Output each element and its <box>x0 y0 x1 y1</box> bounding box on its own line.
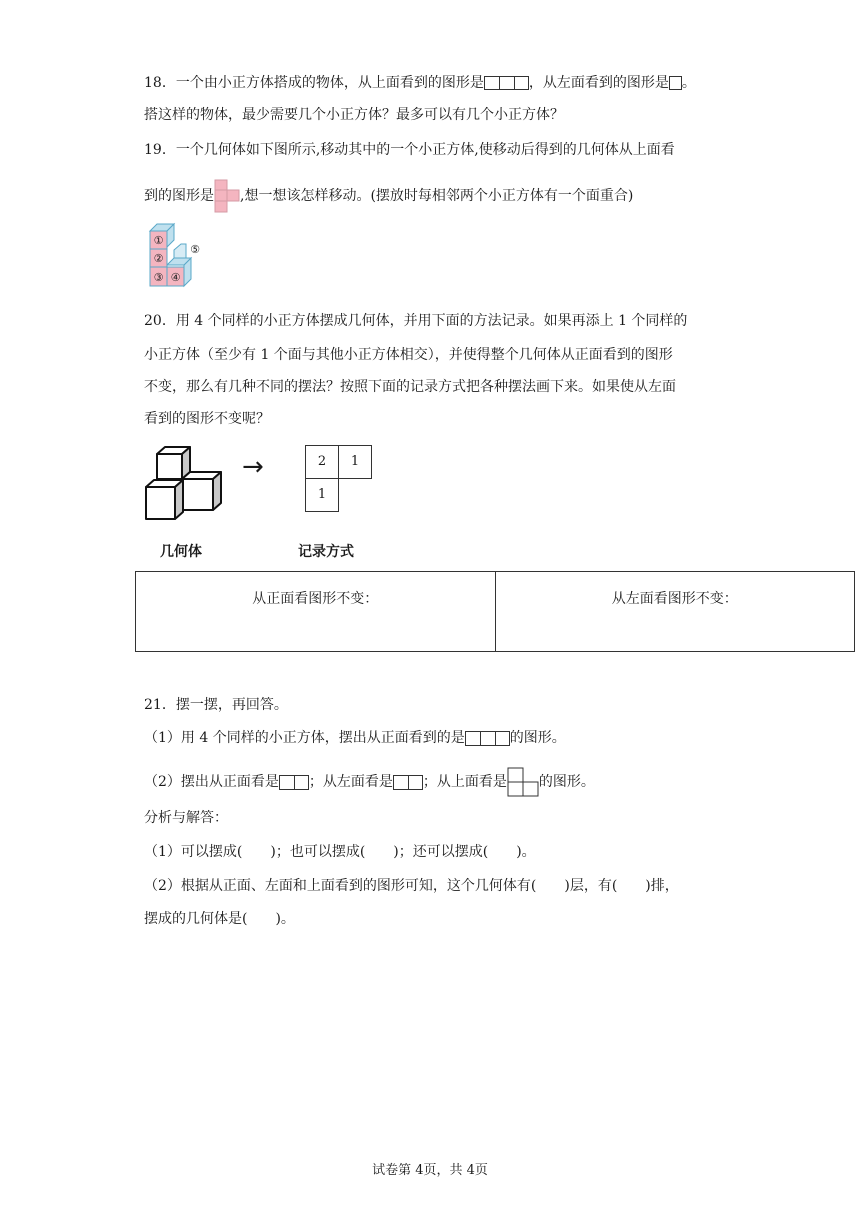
q21-p2-text-a: （2）摆出从正面看是 <box>144 774 279 790</box>
q20-line3: 不变，那么有几种不同的摆法？按照下面的记录方式把各种摆法画下来。如果使从左面 <box>144 379 676 395</box>
q21-part1 <box>144 729 566 747</box>
q20-line1: 20．用 4 个同样的小正方体摆成几何体，并用下面的方法记录。如果再添上 1 个同样的 <box>144 313 688 329</box>
cube-label-2: ② <box>153 252 164 265</box>
q21-p2-text-c: ；从上面看是 <box>422 774 507 790</box>
q21-part2 <box>144 767 595 797</box>
q19-target-top-view-icon <box>214 179 240 213</box>
q21-left-figure <box>393 775 423 790</box>
q20-answer-table <box>135 571 855 652</box>
q21-p2-text-b: ；从左面看是 <box>308 774 393 790</box>
q21-answer1: （1）可以摆成( )；也可以摆成( )；还可以摆成( )。 <box>144 844 536 860</box>
table-cell-left[interactable] <box>495 572 855 651</box>
table-header-front: 从正面看图形不变： <box>252 591 379 607</box>
page-footer: 试卷第 4页，共 4页 <box>372 1163 488 1178</box>
q18-text-b: ，从左面看到的图形是 <box>528 75 669 91</box>
q19-line1: 19．一个几何体如下图所示,移动其中的一个小正方体,使移动后得到的几何体从上面看 <box>144 142 675 158</box>
caption-record: 记录方式 <box>298 544 354 560</box>
q19-text-b: ,想一想该怎样移动。(摆放时每相邻两个小正方体有一个面重合) <box>240 188 634 204</box>
q21-p1-text-b: 的图形。 <box>509 730 566 746</box>
q18-text-a: 18．一个由小正方体搭成的物体，从上面看到的图形是 <box>144 75 484 91</box>
q20-line2: 小正方体（至少有 1 个面与其他小正方体相交），并使得整个几何体从正面看到的图形 <box>144 347 673 363</box>
cube-label-3: ③ <box>153 271 164 284</box>
record-cell: 1 <box>338 445 372 479</box>
q19-cube-figure <box>145 222 205 290</box>
q18-line1 <box>144 74 696 92</box>
q18-line2: 搭这样的物体，最少需要几个小正方体？最多可以有几个小正方体？ <box>144 107 564 123</box>
cube-label-5: ⑤ <box>190 243 200 256</box>
table-cell-front[interactable] <box>136 572 495 651</box>
q18-text-c: 。 <box>681 75 696 91</box>
q18-top-view-figure <box>484 76 529 90</box>
caption-solid: 几何体 <box>160 544 202 560</box>
q19-line2 <box>144 179 633 213</box>
q20-solid-figure <box>143 446 227 524</box>
record-cell: 2 <box>305 445 339 479</box>
q19-text-a: 到的图形是 <box>144 188 214 204</box>
q21-analysis-label: 分析与解答： <box>144 810 228 826</box>
q21-answer3: 摆成的几何体是( )。 <box>144 911 295 927</box>
arrow-icon: → <box>242 452 264 482</box>
q21-answer2: （2）根据从正面、左面和上面看到的图形可知，这个几何体有( )层，有( )排， <box>144 878 679 894</box>
q21-front-view-figure <box>465 731 510 746</box>
record-cell: 1 <box>305 478 339 512</box>
table-header-left: 从左面看图形不变： <box>611 591 738 607</box>
cube-label-1: ① <box>153 234 164 247</box>
q20-line4: 看到的图形不变呢？ <box>144 411 270 427</box>
q21-p2-text-d: 的图形。 <box>538 774 595 790</box>
cube-label-4: ④ <box>170 271 181 284</box>
q21-title: 21．摆一摆，再回答。 <box>144 697 288 713</box>
q21-p1-text-a: （1）用 4 个同样的小正方体，摆出从正面看到的是 <box>144 730 465 746</box>
q21-front-figure <box>279 775 309 790</box>
q20-record-grid <box>305 445 371 511</box>
q18-left-view-figure <box>669 76 682 90</box>
q21-top-figure <box>507 767 539 797</box>
